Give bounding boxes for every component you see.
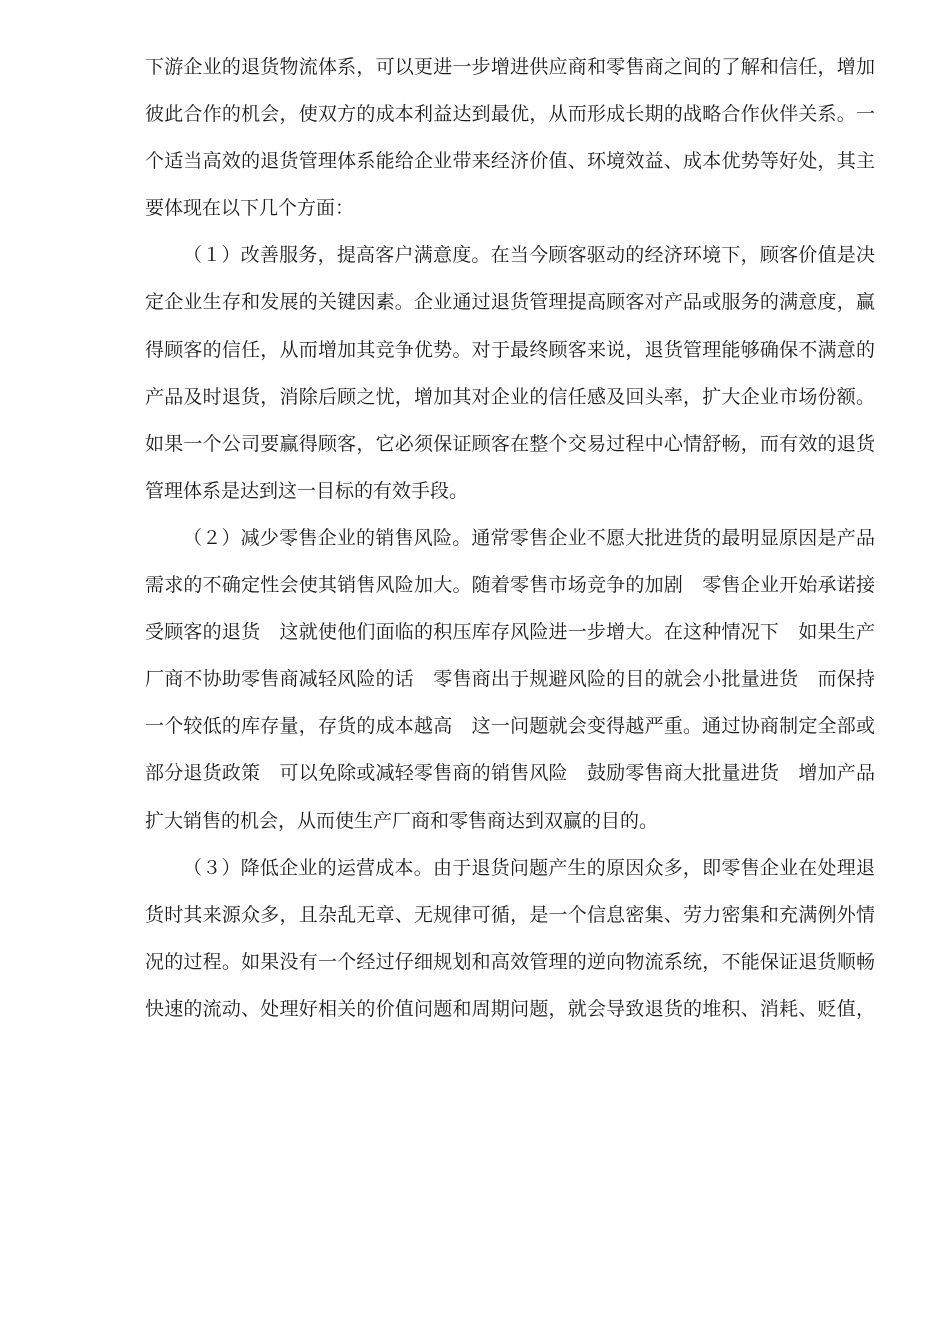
paragraph-line: 定企业生存和发展的关键因素。企业通过退货管理提高顾客对产品或服务的满意度，赢	[145, 291, 875, 314]
paragraph-line: 快速的流动、处理好相关的价值问题和周期问题，就会导致退货的堆积、消耗、贬值，	[145, 997, 875, 1020]
paragraph-line: 况的过程。如果没有一个经过仔细规划和高效管理的逆向物流系统，不能保证退货顺畅	[145, 950, 875, 973]
paragraph-line: 厂商不协助零售商减轻风险的话 零售商出于规避风险的目的就会小批量进货 而保持	[145, 668, 875, 691]
paragraph-line: 货时其来源众多，且杂乱无章、无规律可循，是一个信息密集、劳力密集和充满例外情	[145, 903, 875, 926]
document-body	[145, 44, 875, 1033]
paragraph-line: 得顾客的信任，从而增加其竞争优势。对于最终顾客来说，退货管理能够确保不满意的	[145, 338, 875, 361]
paragraph-line: 如果一个公司要赢得顾客，它必须保证顾客在整个交易过程中心情舒畅，而有效的退货	[145, 432, 875, 455]
paragraph-line: 需求的不确定性会使其销售风险加大。随着零售市场竞争的加剧 零售企业开始承诺接	[145, 574, 875, 597]
paragraph-line: 产品及时退货，消除后顾之忧，增加其对企业的信任感及回头率，扩大企业市场份额。	[145, 385, 875, 408]
paragraph-line: 管理体系是达到这一目标的有效手段。	[145, 479, 469, 502]
paragraph-line: 个适当高效的退货管理体系能给企业带来经济价值、环境效益、成本优势等好处，其主	[145, 150, 875, 173]
paragraph-line: （３）降低企业的运营成本。由于退货问题产生的原因众多，即零售企业在处理退	[183, 856, 875, 879]
paragraph-line: 要体现在以下几个方面：	[145, 197, 355, 220]
paragraph-line: （１）改善服务，提高客户满意度。在当今顾客驱动的经济环境下，顾客价值是决	[183, 244, 875, 267]
paragraph-line: 部分退货政策 可以免除或减轻零售商的销售风险 鼓励零售商大批量进货 增加产品	[145, 762, 875, 785]
paragraph-line: 扩大销售的机会，从而使生产厂商和零售商达到双赢的目的。	[145, 809, 659, 832]
paragraph-line: 一个较低的库存量，存货的成本越高 这一问题就会变得越严重。通过协商制定全部或	[145, 715, 875, 738]
paragraph-line: 受顾客的退货 这就使他们面临的积压库存风险进一步增大。在这种情况下 如果生产	[145, 621, 875, 644]
paragraph-line: （２）减少零售企业的销售风险。通常零售企业不愿大批进货的最明显原因是产品	[183, 526, 875, 549]
paragraph-line: 彼此合作的机会，使双方的成本利益达到最优，从而形成长期的战略合作伙伴关系。一	[145, 103, 875, 126]
paragraph-line: 下游企业的退货物流体系，可以更进一步增进供应商和零售商之间的了解和信任，增加	[145, 56, 875, 78]
